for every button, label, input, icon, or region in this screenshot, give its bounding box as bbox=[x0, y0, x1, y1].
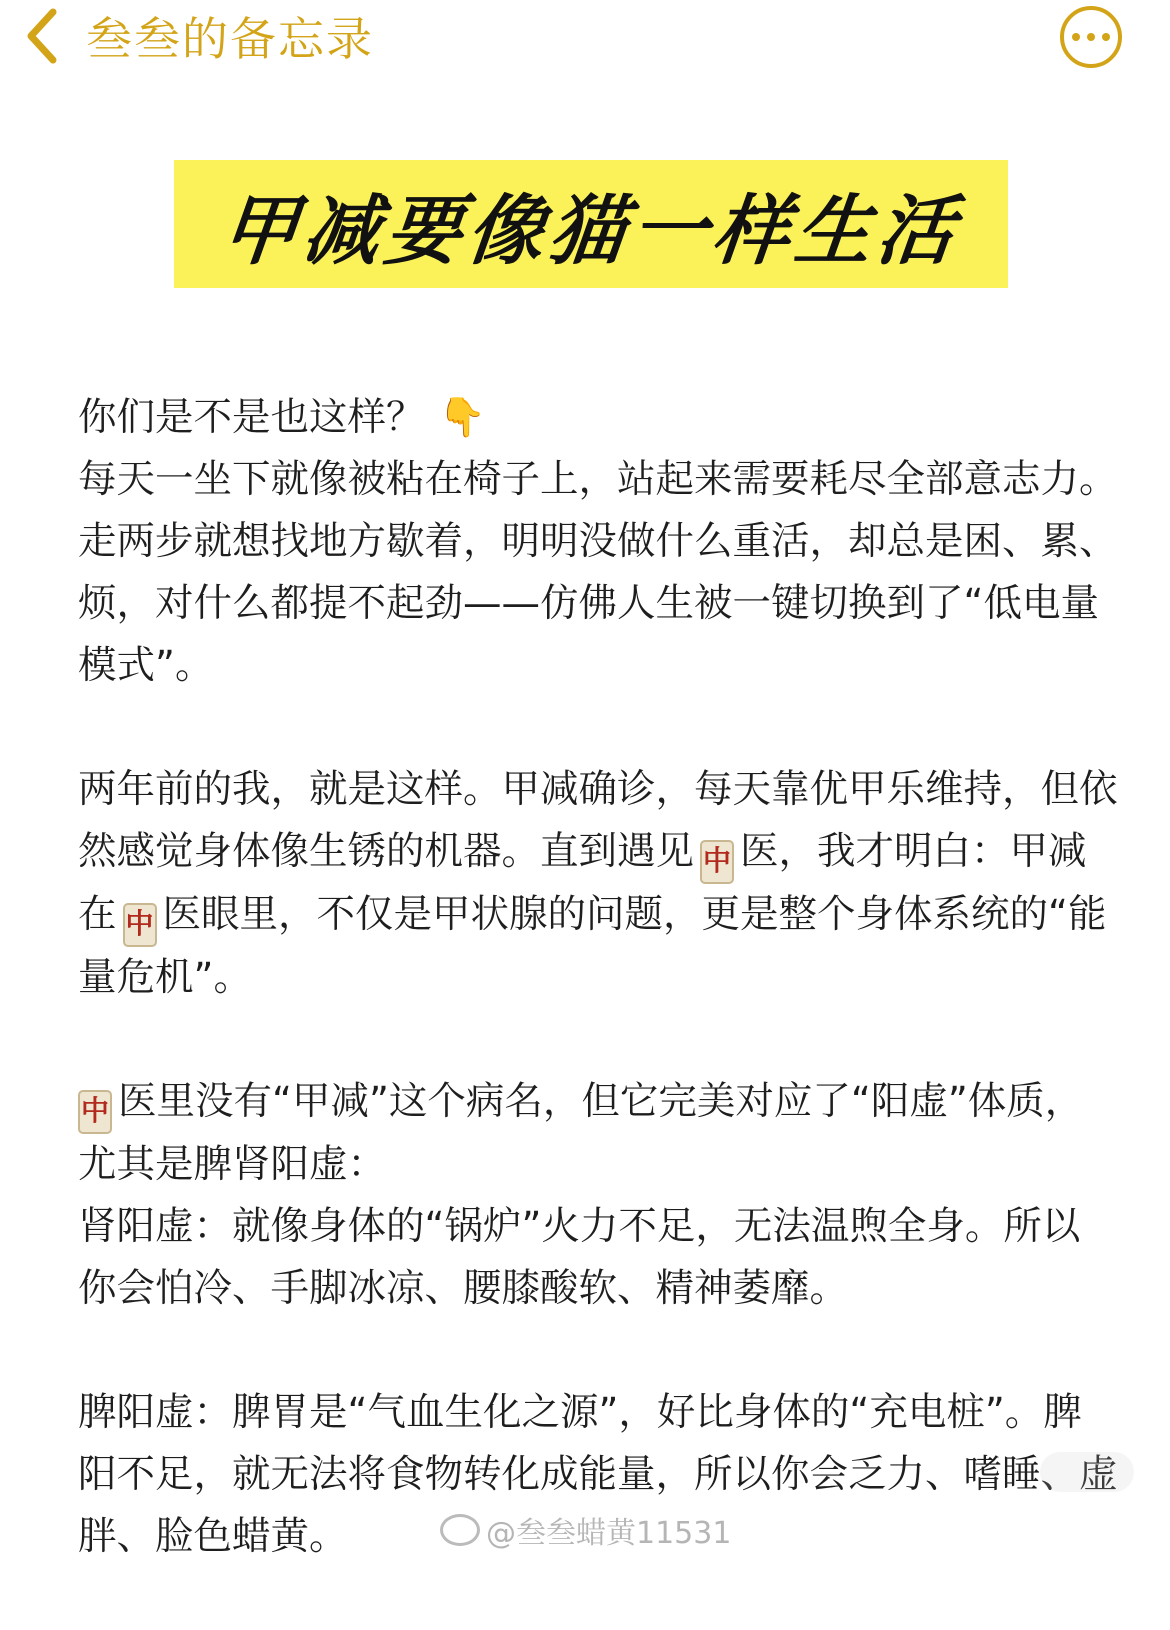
spleen-yang-text: 脾阳虚：脾胃是“气血生化之源”，好比身体的“充电桩”。脾阳不足，就无法将食物转化成能量，所以你会乏力、嗜睡、虚胖、脸色蜡黄。 bbox=[78, 1390, 1118, 1559]
more-horizontal-icon bbox=[1072, 33, 1080, 41]
watermark bbox=[440, 1510, 731, 1550]
watermark-text: @叁叁蜡黄11531 bbox=[486, 1516, 732, 1551]
story-text-1: 两年前的我，就是这样。甲减确诊，每天靠优甲乐维持，但依然感觉身体像生锈的机器。直到遇见 bbox=[78, 767, 1118, 874]
note-body[interactable] bbox=[78, 386, 1118, 1630]
paragraph-story bbox=[78, 759, 1118, 1009]
pointing-down-icon: 👇 bbox=[438, 395, 486, 439]
chevron-left-icon bbox=[18, 4, 66, 68]
mahjong-tile-icon: 中 bbox=[78, 1090, 112, 1134]
yang-text-1: 医里没有“甲减”这个病名，但它完美对应了“阳虚”体质，尤其是脾肾阳虚： bbox=[78, 1079, 1084, 1187]
weibo-icon bbox=[440, 1514, 480, 1546]
story-text-3: 医眼里，不仅是甲状腺的问题，更是整个身体系统的“能量危机”。 bbox=[78, 892, 1107, 1000]
paragraph-yang-deficiency bbox=[78, 1071, 1118, 1320]
kidney-yang-text: 肾阳虚：就像身体的“锅炉”火力不足，无法温煦全身。所以你会怕冷、手脚冰凉、腰膝酸软、精神萎靡。 bbox=[78, 1204, 1081, 1311]
intro-text: 每天一坐下就像被粘在椅子上，站起来需要耗尽全部意志力。走两步就想找地方歇着，明明没做什么重活，却总是困、累、烦，对什么都提不起劲——仿佛人生被一键切换到了“低电量模式”。 bbox=[78, 457, 1118, 688]
intro-question: 你们是不是也这样？ bbox=[78, 395, 425, 440]
story-text-2: 医，我才明白：甲减在 bbox=[78, 829, 1087, 937]
back-button-label: 叁叁的备忘录 bbox=[86, 12, 374, 66]
note-title: 甲减要像猫一样生活 bbox=[216, 185, 965, 275]
more-dot bbox=[1102, 33, 1110, 41]
back-button[interactable] bbox=[18, 4, 418, 68]
mahjong-tile-icon: 中 bbox=[123, 903, 157, 947]
more-options-button[interactable] bbox=[1060, 6, 1122, 68]
paragraph-intro bbox=[78, 386, 1118, 697]
corner-badge bbox=[1040, 1452, 1134, 1492]
mahjong-tile-icon: 中 bbox=[700, 840, 734, 884]
title-highlight bbox=[174, 160, 1008, 288]
more-dot bbox=[1087, 33, 1095, 41]
top-nav-bar bbox=[0, 0, 1170, 80]
